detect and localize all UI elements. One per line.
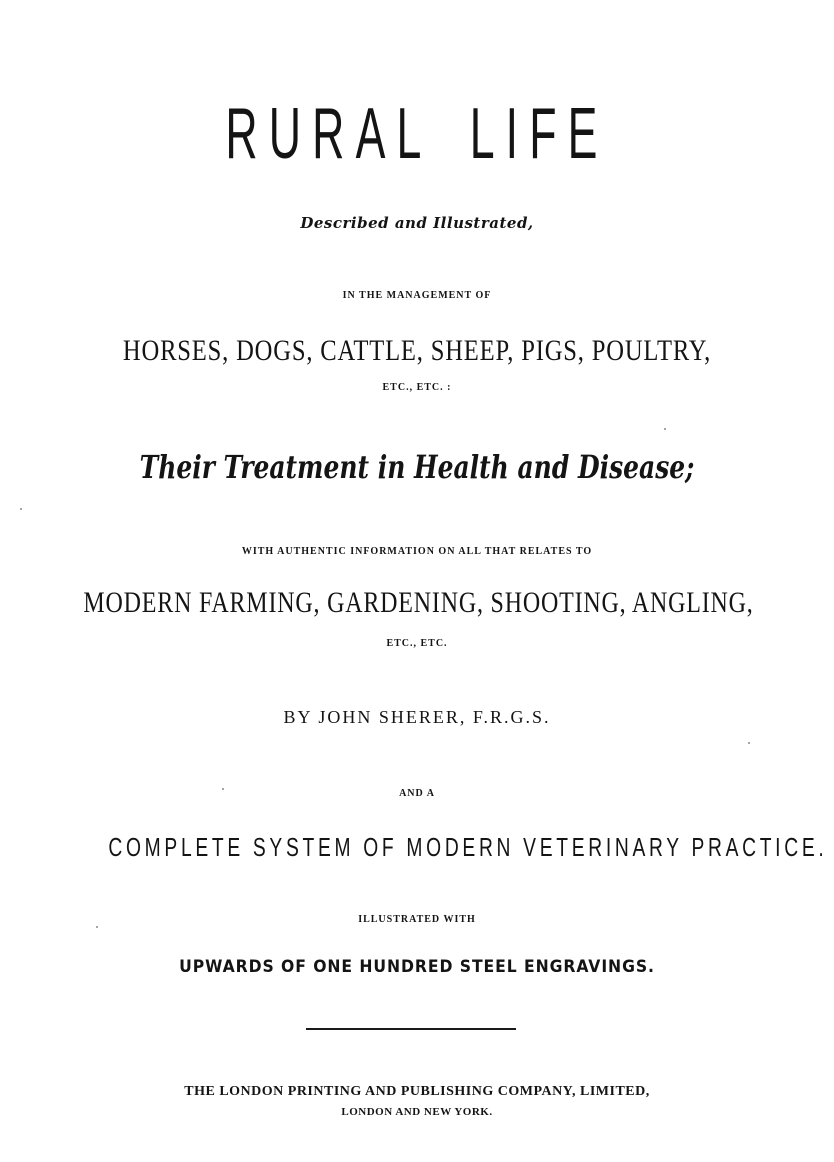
treatment-line: Their Treatment in Health and Disease; [139, 448, 695, 486]
title-word-rural: RURAL [225, 94, 433, 174]
etc-line-2: ETC., ETC. [386, 638, 448, 649]
scan-speck [664, 428, 666, 430]
divider-rule [306, 1028, 516, 1030]
authentic-line: WITH AUTHENTIC INFORMATION ON ALL THAT RELATES TO [241, 546, 593, 557]
publisher-location: LONDON AND NEW YORK. [341, 1106, 493, 1118]
publisher-name: THE LONDON PRINTING AND PUBLISHING COMPANY, LIMITED, [184, 1084, 650, 1099]
veterinary-system-line: COMPLETE SYSTEM OF MODERN VETERINARY PRACTICE. [108, 832, 828, 862]
author-line: BY JOHN SHERER, F.R.G.S. [283, 707, 551, 727]
book-title [158, 92, 675, 176]
subtitle: Described and Illustrated, [300, 214, 534, 232]
title-word-life: LIFE [469, 94, 609, 174]
scan-speck [96, 926, 98, 928]
animals-line: HORSES, DOGS, CATTLE, SHEEP, PIGS, POULTRY, [122, 334, 712, 367]
engravings-line: UPWARDS OF ONE HUNDRED STEEL ENGRAVINGS. [179, 957, 655, 977]
management-line: IN THE MANAGEMENT OF [342, 290, 492, 301]
scan-speck [20, 508, 22, 510]
and-a-line: AND A [399, 788, 435, 799]
scan-speck [748, 742, 750, 744]
illustrated-line: ILLUSTRATED WITH [358, 914, 476, 925]
scan-speck [222, 788, 224, 790]
etc-line-1: ETC., ETC. : [382, 382, 452, 393]
farming-line: MODERN FARMING, GARDENING, SHOOTING, ANGLING, [83, 586, 754, 619]
